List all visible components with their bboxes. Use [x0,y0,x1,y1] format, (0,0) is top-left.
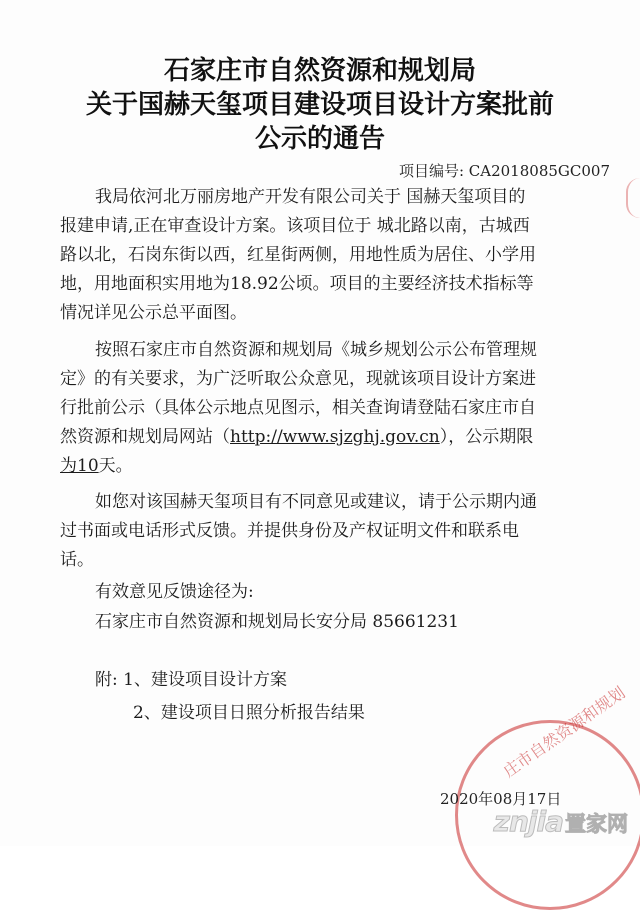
website-link[interactable]: http://www.sjzghj.gov.cn [230,427,440,447]
paragraph-2-line-4-pre: 然资源和规划局网站（ [60,427,230,447]
paragraph-1-line-2: 报建申请,正在审查设计方案。该项目位于 城北路以南，古城西 [60,216,530,236]
seal-text: 庄市自然资源和规划 [499,682,629,782]
attachment-1: 附: 1、建设项目设计方案 [95,670,287,690]
paragraph-2-line-4-post: ），公示期限 [439,427,534,447]
paragraph-2-line-5-post: 天。 [98,456,133,476]
paragraph-3-line-3: 话。 [60,550,94,570]
period-underlined: 为10 [60,456,99,476]
paragraph-1-line-3: 路以北，石岗东街以西，红星街两侧，用地性质为居住、小学用 [60,245,536,265]
feedback-contact: 石家庄市自然资源和规划局长安分局 85661231 [95,612,459,632]
site-watermark [494,805,628,838]
paragraph-1-line-4: 地，用地面积实用地为18.92公顷。项目的主要经济技术指标等 [60,274,534,294]
project-number: 项目编号: CA2018085GC007 [398,162,610,180]
title-line-2: 关于国赫天玺项目建设项目设计方案批前 [85,90,554,120]
title-line-3: 公示的通告 [254,124,385,154]
paragraph-2-line-2: 定》的有关要求，为广泛听取公众意见，现就该项目设计方案进 [60,369,536,389]
watermark-text: 置家网 [565,812,628,836]
paragraph-3-line-1: 如您对该国赫天玺项目有不同意见或建议，请于公示期内通 [95,492,537,512]
paragraph-3-line-2: 过书面或电话形式反馈。并提供身份及产权证明文件和联系电 [60,521,519,541]
issue-date: 2020年08月17日 [440,790,562,808]
title-line-1: 石家庄市自然资源和规划局 [163,56,476,86]
seal-edge-mark [626,178,640,218]
watermark-logo: znjia [493,805,563,838]
attachment-2: 2、建设项目日照分析报告结果 [133,703,365,723]
paragraph-1-line-5: 情况详见公示总平面图。 [60,303,247,323]
paragraph-1-line-1: 我局依河北万丽房地产开发有限公司关于 国赫天玺项目的 [95,187,526,207]
feedback-label: 有效意见反馈途径为: [95,582,254,602]
paragraph-2-line-3: 行批前公示（具体公示地点见图示，相关查询请登陆石家庄市自 [60,398,536,418]
paragraph-2-line-4 [60,423,533,452]
paragraph-2-line-1: 按照石家庄市自然资源和规划局《城乡规划公示公布管理规 [95,340,537,360]
paragraph-2-line-5 [60,452,133,481]
